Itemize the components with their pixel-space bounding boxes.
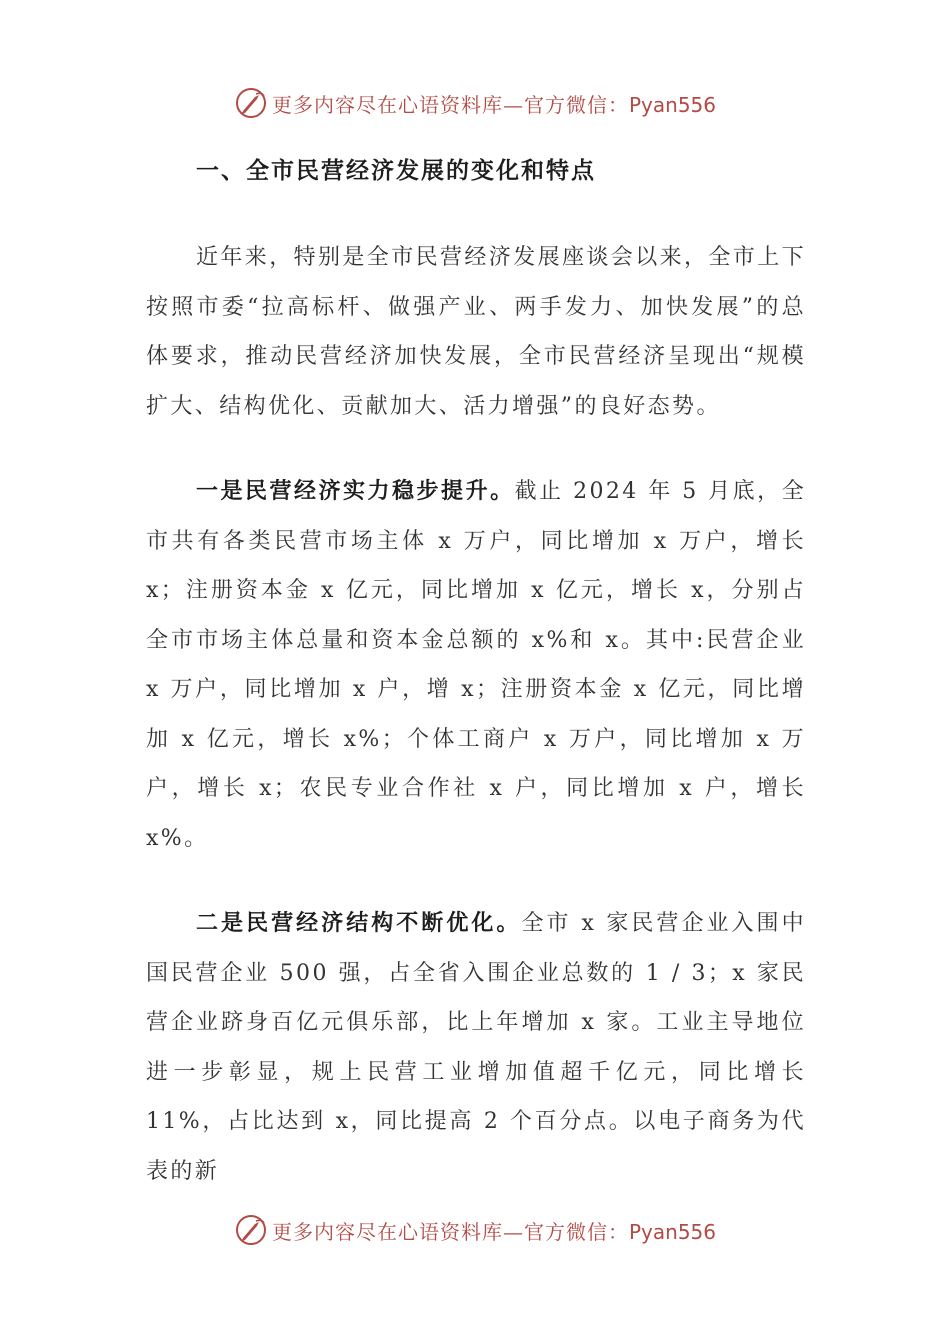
paragraph-intro	[146, 233, 806, 431]
pen-nib-logo-icon	[234, 1213, 268, 1247]
paragraph-text: 截止 2024 年 5 月底，全市共有各类民营市场主体 x 万户，同比增加 x 万户，增长 x；注册资本金 x 亿元，同比增加 x 亿元，增长 x，分别占全市市场主体总量和资本金总额的 x%和 x。其中:民营企业 x 万户，同比增加 x 户，增 x；注册资本金 x 亿元，同比增加 x 亿元，增长 x%；个体工商户 x 万户，同比增加 x 万户，增长 x；农民专业合作社 x 户，同比增加 x 户，增长 x%。	[146, 479, 807, 851]
watermark-footer	[0, 1210, 950, 1250]
section-heading: 一、全市民营经济发展的变化和特点	[196, 157, 596, 184]
watermark-header	[0, 83, 950, 123]
pen-nib-logo-icon	[234, 86, 268, 120]
watermark-text	[272, 89, 716, 118]
paragraph-text: 全市 x 家民营企业入围中国民营企业 500 强，占全省入围企业总数的 1 / 3；x 家民营企业跻身百亿元俱乐部，比上年增加 x 家。工业主导地位进一步彰显，规上民营工业增加值超千亿元，同比增长 11%，占比达到 x，同比提高 2 个百分点。以电子商务为代表的新	[146, 911, 806, 1184]
watermark-label: 更多内容尽在心语资料库—官方微信：	[271, 1219, 629, 1244]
paragraph-lead: 一是民营经济实力稳步提升。	[196, 478, 515, 504]
watermark-label: 更多内容尽在心语资料库—官方微信：	[271, 92, 629, 117]
paragraph-structure	[146, 899, 806, 1196]
paragraph-lead: 二是民营经济结构不断优化。	[196, 910, 522, 936]
paragraph-text: 近年来，特别是全市民营经济发展座谈会以来，全市上下按照市委“拉高标杆、做强产业、两手发力、加快发展”的总体要求，推动民营经济加快发展，全市民营经济呈现出“规模扩大、结构优化、贡献加大、活力增强”的良好态势。	[146, 245, 807, 419]
paragraph-strength	[146, 467, 806, 863]
watermark-account: Pyan556	[628, 92, 716, 117]
watermark-account: Pyan556	[628, 1219, 716, 1244]
watermark-text	[272, 1216, 716, 1245]
document-body	[146, 147, 806, 1196]
